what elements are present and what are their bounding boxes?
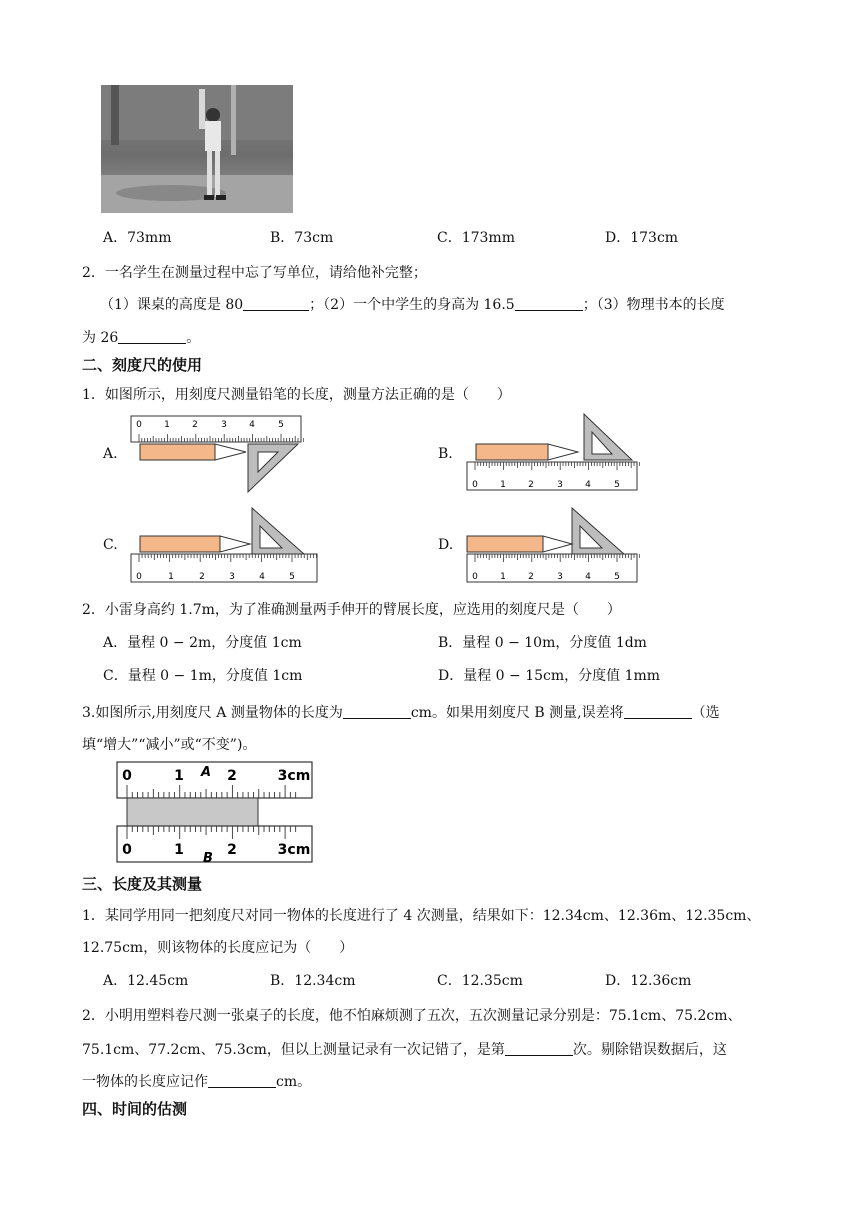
sec3-q2-line2: [82, 1039, 727, 1059]
pencil-figure-b: [464, 412, 640, 494]
pencil-body: [467, 536, 543, 552]
option-b: B．73cm: [270, 230, 334, 246]
rulers-ab-figure: [116, 760, 314, 866]
fig-label-d: D.: [438, 537, 454, 553]
pencil-body: [140, 444, 215, 460]
option-c: C．量程 0 − 1m，分度值 1cm: [103, 668, 303, 684]
section-3-title: 三、长度及其测量: [82, 875, 203, 893]
set-square: [248, 444, 298, 492]
ruler-a-tick: 2: [227, 768, 237, 784]
pencil-figure-a: [128, 414, 304, 496]
tick-label: 0: [472, 572, 478, 582]
q2-text-c: 一物体的长度应记作: [82, 1074, 208, 1090]
q3-text-c: （选: [691, 705, 720, 721]
option-d: D．173cm: [605, 230, 679, 246]
pencil-tip: [543, 536, 572, 552]
tick-label: 0: [472, 480, 478, 490]
sec3-q2-line1: 2．小明用塑料卷尺测一张桌子的长度，他不怕麻烦测了五次，五次测量记录分别是：75.1cm、75.2cm、: [82, 1008, 742, 1024]
option-b: B．12.34cm: [270, 973, 356, 989]
q2-text-a: 75.1cm、77.2cm、75.3cm，但以上测量记录有一次记错了，是第: [82, 1042, 505, 1058]
sec3-q2-line3: [82, 1071, 311, 1091]
q2-text-d: cm。: [276, 1074, 312, 1090]
sec2-q1-stem: 1．如图所示，用刻度尺测量铅笔的长度，测量方法正确的是（ ）: [82, 387, 511, 403]
answer-blank[interactable]: [208, 1073, 276, 1088]
pencil-body: [140, 536, 220, 552]
tick-label: 3: [221, 420, 227, 430]
option-c: C．173mm: [437, 230, 515, 246]
sec2-q3-line1: [82, 702, 720, 722]
option-d: D．量程 0 − 15cm，分度值 1mm: [438, 668, 661, 684]
sec2-q2-stem: 2．小雷身高约 1.7m，为了准确测量两手伸开的臂展长度，应选用的刻度尺是（ ）: [82, 602, 621, 618]
tick-label: 4: [585, 572, 591, 582]
q2-part4: 为 26: [82, 330, 119, 346]
tick-label: 3: [229, 572, 235, 582]
tick-label: 5: [278, 420, 284, 430]
q3-text-a: 3.如图所示,用刻度尺 A 测量物体的长度为: [82, 705, 343, 721]
torch-bearer-photo: [101, 85, 293, 213]
option-c: C．12.35cm: [437, 973, 523, 989]
q2-part2: ；（2）一个中学生的身高为 16.5: [309, 297, 515, 313]
pencil-figure-d: [464, 504, 640, 586]
answer-blank[interactable]: [343, 704, 411, 719]
answer-blank[interactable]: [624, 704, 692, 719]
pencil-tip: [548, 444, 578, 460]
answer-blank[interactable]: [243, 296, 309, 311]
ruler-b-tick: 3cm: [277, 842, 311, 858]
answer-blank[interactable]: [505, 1041, 573, 1056]
tick-label: 3: [557, 572, 563, 582]
tick-label: 2: [528, 480, 534, 490]
ruler-b-label: B: [203, 851, 213, 866]
option-a: A．量程 0 − 2m，分度值 1cm: [103, 635, 302, 651]
ruler-b-tick: 1: [174, 842, 184, 858]
tick-label: 5: [614, 480, 620, 490]
q2-line2: [82, 327, 200, 347]
tick-label: 5: [614, 572, 620, 582]
sec3-q1-line1: 1．某同学用同一把刻度尺对同一物体的长度进行了 4 次测量，结果如下：12.34cm、12.36m、12.35cm、: [82, 908, 761, 924]
option-a: A．73mm: [103, 230, 172, 246]
tick-label: 1: [500, 572, 506, 582]
fig-label-c: C.: [103, 537, 118, 553]
tick-label: 1: [168, 572, 174, 582]
q2-line: [100, 294, 725, 314]
q2-part3: ；（3）物理书本的长度: [582, 297, 725, 313]
tick-label: 4: [585, 480, 591, 490]
ruler-a-tick: 0: [122, 768, 132, 784]
tick-label: 0: [136, 420, 142, 430]
answer-blank[interactable]: [515, 296, 583, 311]
fig-label-b: B.: [438, 446, 453, 462]
tick-label: 1: [164, 420, 170, 430]
section-2-title: 二、刻度尺的使用: [82, 356, 203, 374]
option-d: D．12.36cm: [605, 973, 692, 989]
answer-blank[interactable]: [118, 329, 186, 344]
q2-stem: 2．一名学生在测量过程中忘了写单位，请给他补完整；: [82, 265, 427, 281]
ruler-a-tick: 3cm: [277, 768, 311, 784]
sec3-q1-options: [103, 970, 783, 988]
tick-label: 3: [557, 480, 563, 490]
measured-object: [127, 798, 258, 826]
q2-text-b: 次。剔除错误数据后，这: [572, 1042, 727, 1058]
pencil-figure-c: [128, 504, 320, 586]
sec3-q1-line2: 12.75cm，则该物体的长度应记为（ ）: [82, 940, 354, 956]
ruler-b-tick: 0: [122, 842, 132, 858]
pencil-tip: [220, 536, 250, 552]
tick-label: 2: [192, 420, 198, 430]
tick-label: 4: [259, 572, 265, 582]
ruler-a-tick: 1: [174, 768, 184, 784]
sec2-q3-line2: 填“增大”“减小”或“不变”)。: [82, 737, 257, 753]
q3-text-b: cm。如果用刻度尺 B 测量,误差将: [410, 705, 624, 721]
tick-label: 1: [500, 480, 506, 490]
pencil-tip: [215, 444, 246, 460]
option-b: B．量程 0 − 10m，分度值 1dm: [438, 635, 647, 651]
tick-label: 4: [249, 420, 255, 430]
q2-part5: 。: [186, 330, 201, 346]
sec2-q2-options: [103, 632, 783, 684]
q2-part1: （1）课桌的高度是 80: [100, 297, 244, 313]
section-4-title: 四、时间的估测: [82, 1100, 188, 1118]
fig-label-a: A.: [103, 446, 118, 462]
ruler-a-label: A: [200, 765, 212, 780]
photo-question-options: [103, 227, 783, 245]
pencil-body: [476, 444, 548, 460]
tick-label: 5: [289, 572, 295, 582]
ruler-b-tick: 2: [227, 842, 237, 858]
tick-label: 2: [199, 572, 205, 582]
option-a: A．12.45cm: [103, 973, 189, 989]
tick-label: 0: [136, 572, 142, 582]
tick-label: 2: [528, 572, 534, 582]
